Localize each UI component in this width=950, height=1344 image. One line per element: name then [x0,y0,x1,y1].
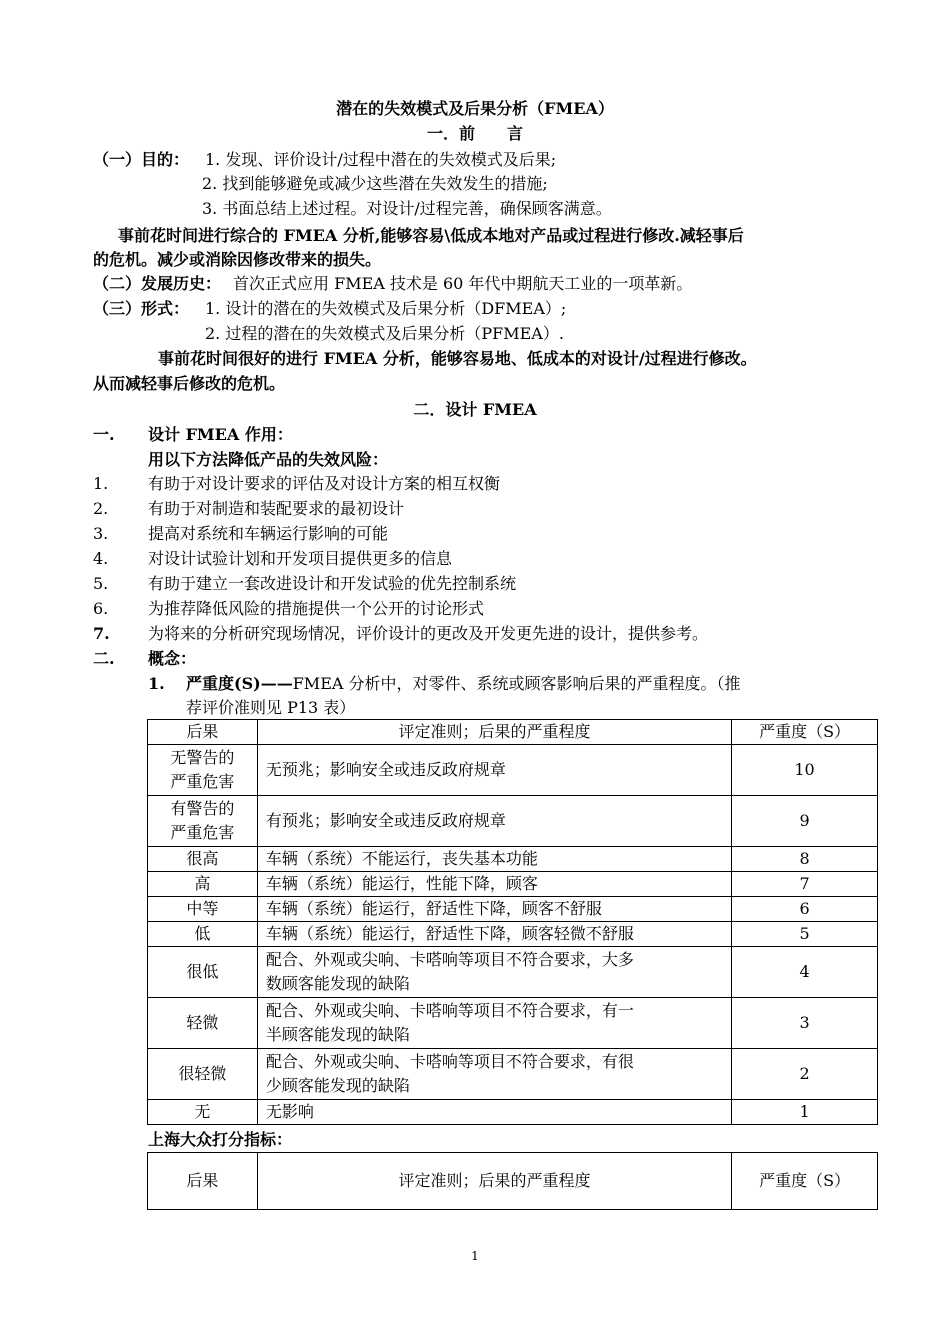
list-item: 有助于对制造和装配要求的最初设计 [148,499,405,518]
table-cell-rating: 7 [732,872,878,897]
table-cell-rating: 2 [732,1049,878,1100]
table-cell-criteria: 车辆（系统）不能运行，丧失基本功能 [257,847,731,872]
history-label: （二）发展历史： [93,274,222,293]
purpose-label: （一）目的： [93,150,190,169]
table-row [148,998,878,1049]
list-number: 4. [93,549,109,568]
emphasis-paragraph-line: 从而减轻事后修改的危机。 [93,374,286,393]
emphasis-paragraph-line: 事前花时间进行综合的 FMEA 分析,能够容易\低成本地对产品或过程进行修改.减轻事后 [118,226,744,245]
table-row [148,796,878,847]
table-cell-criteria: 车辆（系统）能运行，舒适性下降，顾客不舒服 [257,897,731,922]
purpose-item: 3. 书面总结上述过程。对设计/过程完善，确保顾客满意。 [202,199,612,218]
table-cell-criteria: 车辆（系统）能运行，舒适性下降，顾客轻微不舒服 [257,922,731,947]
table-cell-criteria: 配合、外观或尖响、卡嗒响等项目不符合要求，大多 数顾客能发现的缺陷 [257,947,731,998]
table-header-cell: 评定准则；后果的严重程度 [257,720,731,745]
table-row [148,847,878,872]
table-header-row [148,720,878,745]
table-header-row [148,1153,878,1210]
table-cell-rating: 10 [732,745,878,796]
list-item: 为将来的分析研究现场情况，评价设计的更改及开发更先进的设计，提供参考。 [148,624,709,643]
purpose-item: 1. 发现、评价设计/过程中潜在的失效模式及后果; [205,150,557,169]
dfmea-role-label: 设计 FMEA 作用： [148,425,293,444]
list-number: 1. [148,674,165,693]
list-number: 5. [93,574,109,593]
emphasis-paragraph-line: 事前花时间很好的进行 FMEA 分析，能够容易地、低成本的对设计/过程进行修改。 [158,349,757,368]
list-number: 2. [93,499,109,518]
concept-definition-cont: 荐评价准则见 P13 表） [186,698,356,717]
table-header-cell: 后果 [148,1153,258,1210]
list-number: 1. [93,474,109,493]
table-row [148,1100,878,1125]
list-item: 为推荐降低风险的措施提供一个公开的讨论形式 [148,599,485,618]
table-header-cell: 严重度（S） [732,720,878,745]
list-number: 6. [93,599,109,618]
table-cell-rating: 4 [732,947,878,998]
forms-item: 1. 设计的潜在的失效模式及后果分析（DFMEA）; [205,299,567,318]
table-cell-effect: 很轻微 [148,1049,258,1100]
table-header-cell: 严重度（S） [732,1153,878,1210]
emphasis-paragraph-line: 的危机。减少或消除因修改带来的损失。 [93,250,382,269]
list-item: 有助于对设计要求的评估及对设计方案的相互权衡 [148,474,501,493]
section-heading-preface: 一．前 言 [426,124,523,143]
list-number: 一. [93,425,115,444]
table-row [148,1049,878,1100]
table-cell-rating: 5 [732,922,878,947]
table-row [148,947,878,998]
severity-table [147,719,878,1125]
list-number: 3. [93,524,109,543]
table-cell-effect: 很低 [148,947,258,998]
table-cell-criteria: 有预兆；影响安全或违反政府规章 [257,796,731,847]
table-cell-criteria: 配合、外观或尖响、卡嗒响等项目不符合要求，有很 少顾客能发现的缺陷 [257,1049,731,1100]
list-item: 对设计试验计划和开发项目提供更多的信息 [148,549,453,568]
table-cell-effect: 轻微 [148,998,258,1049]
table-header-cell: 后果 [148,720,258,745]
table-cell-rating: 8 [732,847,878,872]
page-number: 1 [471,1249,479,1263]
table-cell-rating: 6 [732,897,878,922]
severity-definition-text: FMEA 分析中，对零件、系统或顾客影响后果的严重程度。（推 [292,674,741,693]
table-cell-effect: 低 [148,922,258,947]
list-item: 提高对系统和车辆运行影响的可能 [148,524,389,543]
table-cell-criteria: 无影响 [257,1100,731,1125]
table-cell-effect: 中等 [148,897,258,922]
list-number: 7. [93,624,110,643]
concept-definition [186,673,741,695]
table-header-cell: 评定准则；后果的严重程度 [257,1153,731,1210]
list-item: 有助于建立一套改进设计和开发试验的优先控制系统 [148,574,517,593]
table-cell-rating: 9 [732,796,878,847]
dfmea-role-subheading: 用以下方法降低产品的失效风险： [148,450,389,469]
table-cell-rating: 3 [732,998,878,1049]
forms-item: 2. 过程的潜在的失效模式及后果分析（PFMEA）. [205,324,564,343]
list-number: 二. [93,649,115,668]
table-cell-effect: 高 [148,872,258,897]
table-cell-effect: 无 [148,1100,258,1125]
table-row [148,872,878,897]
table-row [148,897,878,922]
purpose-item: 2. 找到能够避免或减少这些潜在失效发生的措施; [202,174,548,193]
severity-term: 严重度(S)—— [186,674,293,693]
table-cell-criteria: 无预兆；影响安全或违反政府规章 [257,745,731,796]
table-cell-rating: 1 [732,1100,878,1125]
document-title: 潜在的失效模式及后果分析（FMEA） [336,99,614,118]
table-row [148,745,878,796]
table-cell-effect: 有警告的 严重危害 [148,796,258,847]
forms-label: （三）形式： [93,299,190,318]
history-text: 首次正式应用 FMEA 技术是 60 年代中期航天工业的一项革新。 [233,274,693,293]
concept-label: 概念： [148,649,197,668]
table-row [148,922,878,947]
table-cell-criteria: 配合、外观或尖响、卡嗒响等项目不符合要求，有一 半顾客能发现的缺陷 [257,998,731,1049]
table-cell-effect: 无警告的 严重危害 [148,745,258,796]
table-cell-criteria: 车辆（系统）能运行，性能下降，顾客 [257,872,731,897]
svw-rating-label: 上海大众打分指标： [148,1130,293,1149]
svw-rating-table [147,1152,878,1210]
section-heading-dfmea: 二．设计 FMEA [413,400,537,419]
table-cell-effect: 很高 [148,847,258,872]
